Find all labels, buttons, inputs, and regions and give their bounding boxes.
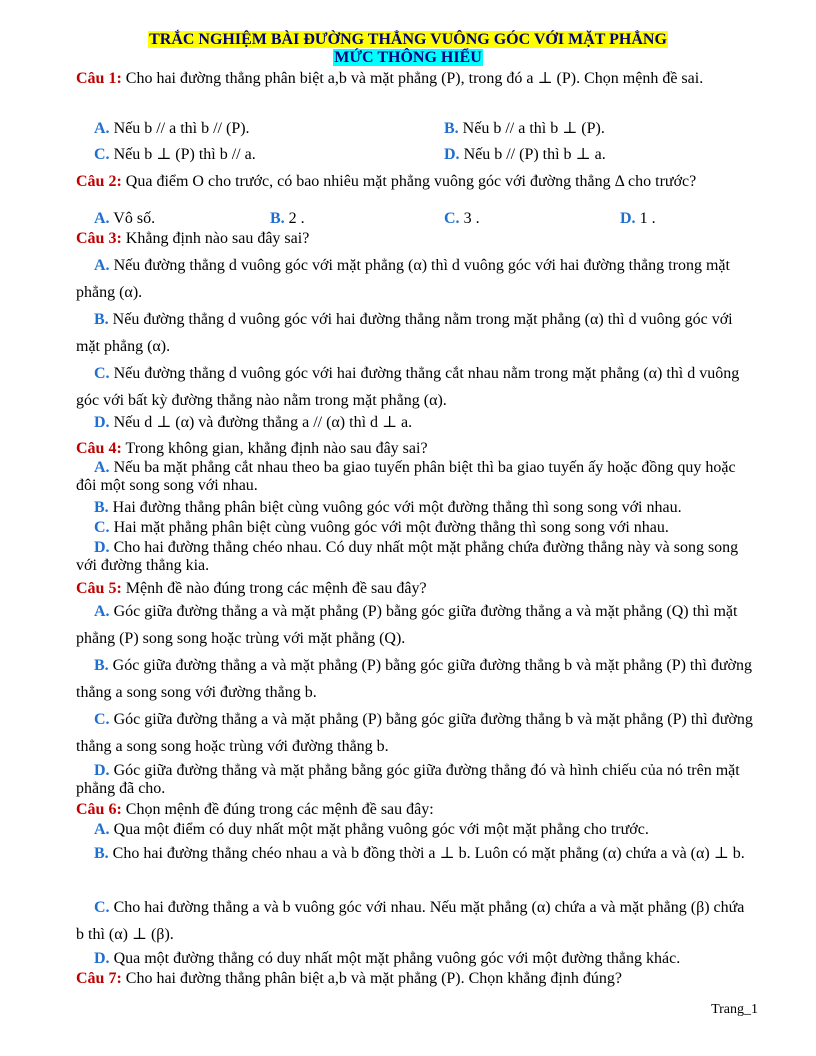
- option-label: B.: [94, 499, 109, 516]
- question-4-stem: [76, 440, 756, 458]
- option-text: Nếu đường thẳng d vuông góc với hai đường thẳng cắt nhau nằm trong mặt phẳng (α) thì d vuông góc với bất kỳ đường thẳng nào nằm trong mặt phẳng (α).: [76, 365, 740, 409]
- page-title: TRẮC NGHIỆM BÀI ĐƯỜNG THẲNG VUÔNG GÓC VỚI MẶT PHẲNG: [149, 31, 667, 48]
- option-label: A.: [94, 603, 110, 620]
- question-3-option-c: [76, 360, 756, 414]
- question-6-option-b: [76, 840, 756, 867]
- question-6-option-a: [94, 821, 754, 839]
- question-5-option-c: [76, 706, 756, 760]
- option-label: A.: [94, 459, 110, 476]
- option-label: C.: [444, 210, 460, 227]
- page-subtitle: MỨC THÔNG HIỂU: [334, 49, 482, 66]
- option-text: Qua một đường thẳng có duy nhất một mặt phẳng vuông góc với một đường thẳng khác.: [113, 950, 681, 967]
- option-text: 1 .: [639, 210, 656, 227]
- question-2-text: Qua điểm O cho trước, có bao nhiêu mặt phẳng vuông góc với đường thẳng Δ cho trước?: [125, 173, 697, 190]
- page-number: Trang_1: [711, 1002, 758, 1017]
- question-4-option-b: [94, 499, 760, 517]
- question-3-stem: [76, 230, 756, 248]
- option-label: A.: [94, 821, 110, 838]
- option-label: B.: [444, 120, 459, 137]
- question-6-text: Chọn mệnh đề đúng trong các mệnh đề sau đây:: [125, 801, 434, 818]
- option-text: Nếu b // a thì b ⊥ (P).: [462, 120, 605, 137]
- question-1-option-b: [444, 120, 754, 138]
- question-6-stem: [76, 801, 756, 819]
- question-3-option-a: [76, 252, 756, 306]
- option-text: Nếu b // a thì b // (P).: [113, 120, 250, 137]
- question-7-text: Cho hai đường thẳng phân biệt a,b và mặt phẳng (P). Chọn khẳng định đúng?: [125, 970, 622, 987]
- option-label: D.: [94, 950, 110, 967]
- option-label: D.: [94, 762, 110, 779]
- option-label: A.: [94, 257, 110, 274]
- option-label: D.: [94, 414, 110, 431]
- question-4-option-c: [94, 519, 760, 537]
- option-label: B.: [270, 210, 285, 227]
- question-1-stem: [76, 70, 756, 88]
- question-6-label: Câu 6:: [76, 801, 122, 818]
- option-label: B.: [94, 311, 109, 328]
- option-label: C.: [94, 365, 110, 382]
- question-7-label: Câu 7:: [76, 970, 122, 987]
- question-2-option-c: [444, 210, 614, 228]
- question-6-option-d: [94, 950, 760, 968]
- question-1-option-d: [444, 146, 754, 164]
- option-text: Nếu đường thẳng d vuông góc với mặt phẳng (α) thì d vuông góc với hai đường thẳng trong mặt phẳng (α).: [76, 257, 730, 301]
- question-1-text: Cho hai đường thẳng phân biệt a,b và mặt phẳng (P), trong đó a ⊥ (P). Chọn mệnh đề sai.: [125, 70, 704, 87]
- question-2-option-a: [94, 210, 264, 228]
- question-3-option-d: [94, 414, 754, 432]
- question-2-stem: [76, 173, 756, 191]
- option-label: A.: [94, 210, 110, 227]
- option-label: A.: [94, 120, 110, 137]
- option-text: Cho hai đường thẳng chéo nhau. Có duy nhất một mặt phẳng chứa đường thẳng này và song song với đường thẳng kia.: [76, 539, 739, 574]
- question-3-option-b: [76, 306, 756, 360]
- option-text: Cho hai đường thẳng a và b vuông góc với nhau. Nếu mặt phẳng (α) chứa a và mặt phẳng (β) chứa b thì (α) ⊥ (β).: [76, 899, 745, 943]
- question-5-option-b: [76, 652, 756, 706]
- option-text: Góc giữa đường thẳng a và mặt phẳng (P) bằng góc giữa đường thẳng a và mặt phẳng (Q) thì mặt phẳng (P) song song hoặc trùng với mặt phẳng (Q).: [76, 603, 738, 647]
- option-text: Nếu ba mặt phẳng cắt nhau theo ba giao tuyến phân biệt thì ba giao tuyến ấy hoặc đồng quy hoặc đôi một song song với nhau.: [76, 459, 736, 494]
- option-text: Góc giữa đường thẳng và mặt phẳng bằng góc giữa đường thẳng đó và hình chiếu của nó trên mặt phẳng đã cho.: [76, 762, 740, 797]
- question-5-text: Mệnh đề nào đúng trong các mệnh đề sau đây?: [125, 580, 427, 597]
- title-line-1-wrap: [0, 30, 816, 49]
- option-text: 2 .: [288, 210, 305, 227]
- question-1-option-c: [94, 146, 424, 164]
- option-label: D.: [620, 210, 636, 227]
- question-4-text: Trong không gian, khẳng định nào sau đây sai?: [125, 440, 428, 457]
- question-3-text: Khẳng định nào sau đây sai?: [125, 230, 310, 247]
- question-2-label: Câu 2:: [76, 173, 122, 190]
- option-label: C.: [94, 146, 110, 163]
- question-4-label: Câu 4:: [76, 440, 122, 457]
- question-6-option-c: [76, 894, 756, 948]
- question-2-option-b: [270, 210, 440, 228]
- option-text: Hai mặt phẳng phân biệt cùng vuông góc với một đường thẳng thì song song với nhau.: [113, 519, 669, 536]
- title-line-2-wrap: [0, 48, 816, 67]
- question-7-stem: [76, 970, 756, 988]
- option-text: Góc giữa đường thẳng a và mặt phẳng (P) bằng góc giữa đường thẳng b và mặt phẳng (P) thì đường thẳng a song song hoặc trùng với đường thẳng b.: [76, 711, 753, 755]
- option-text: Góc giữa đường thẳng a và mặt phẳng (P) bằng góc giữa đường thẳng b và mặt phẳng (P) thì đường thẳng a song song với đường thẳng b.: [76, 657, 752, 701]
- question-5-stem: [76, 580, 756, 598]
- option-label: B.: [94, 657, 109, 674]
- option-label: C.: [94, 899, 110, 916]
- option-text: Nếu b // (P) thì b ⊥ a.: [463, 146, 606, 163]
- question-1-option-a: [94, 120, 424, 138]
- option-label: D.: [444, 146, 460, 163]
- option-text: Qua một điểm có duy nhất một mặt phẳng vuông góc với một mặt phẳng cho trước.: [113, 821, 649, 838]
- option-text: Nếu d ⊥ (α) và đường thẳng a // (α) thì d ⊥ a.: [113, 414, 413, 431]
- question-5-label: Câu 5:: [76, 580, 122, 597]
- option-text: Nếu đường thẳng d vuông góc với hai đường thẳng nằm trong mặt phẳng (α) thì d vuông góc với mặt phẳng (α).: [76, 311, 733, 355]
- option-label: D.: [94, 539, 110, 556]
- option-text: Cho hai đường thẳng chéo nhau a và b đồng thời a ⊥ b. Luôn có mặt phẳng (α) chứa a và (α) ⊥ b.: [112, 845, 745, 862]
- option-label: B.: [94, 845, 109, 862]
- question-4-option-a: [76, 459, 760, 495]
- question-5-option-d: [76, 762, 740, 798]
- question-5-option-a: [76, 598, 756, 652]
- option-text: Nếu b ⊥ (P) thì b // a.: [113, 146, 256, 163]
- question-1-label: Câu 1:: [76, 70, 122, 87]
- question-3-label: Câu 3:: [76, 230, 122, 247]
- option-text: 3 .: [463, 210, 480, 227]
- question-2-option-d: [620, 210, 750, 228]
- question-4-option-d: [76, 539, 760, 575]
- option-text: Vô số.: [113, 210, 156, 227]
- option-text: Hai đường thẳng phân biệt cùng vuông góc với một đường thẳng thì song song với nhau.: [112, 499, 682, 516]
- option-label: C.: [94, 711, 110, 728]
- option-label: C.: [94, 519, 110, 536]
